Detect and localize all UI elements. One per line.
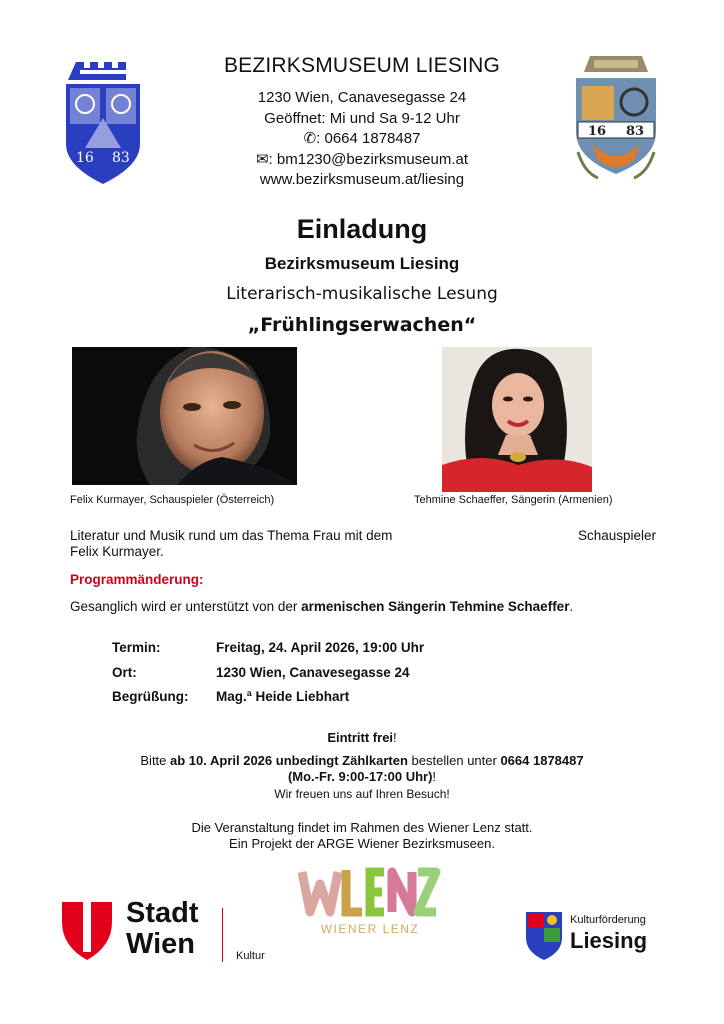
- wiener-lenz-text: WIENER LENZ: [320, 922, 420, 936]
- liesing-text: Liesing: [570, 928, 648, 953]
- header-contact: [160, 88, 564, 191]
- header-address: 1230 Wien, Canavesegasse 24: [257, 89, 467, 106]
- svg-text:16: 16: [588, 124, 607, 139]
- caption-left: Felix Kurmayer, Schauspieler (Österreich): [70, 494, 275, 506]
- invite-type: Literarisch-musikalische Lesung: [226, 284, 498, 304]
- kulturfoerderung-text: Kulturförderung: [570, 914, 646, 926]
- svg-text:16: 16: [76, 150, 94, 166]
- intro-text-b: Schauspieler: [577, 528, 656, 543]
- detail-value-begruessung: Mag.ª Heide Liebhart: [216, 689, 350, 704]
- envelope-icon: ✉: [255, 150, 269, 168]
- liesing-crest-icon: [524, 908, 564, 962]
- ticket-hours-mark: !: [432, 769, 437, 784]
- kultur-label: Kultur: [236, 950, 265, 962]
- support-text: Gesanglich wird er unterstützt von der: [70, 599, 302, 614]
- invite-title: Einladung: [296, 214, 428, 244]
- detail-label-ort: Ort:: [112, 665, 137, 680]
- stadt-word: Stadt: [126, 897, 199, 929]
- ticket-hours-text: (Mo.-Fr. 9:00-17:00 Uhr): [287, 769, 433, 784]
- museum-title: BEZIRKSMUSEUM LIESING: [223, 54, 501, 77]
- free-entry-bold: Eintritt frei: [327, 730, 394, 745]
- free-entry-mark: !: [393, 730, 397, 745]
- header-phone: ✆: 0664 1878487: [303, 130, 421, 147]
- kulturfoerderung-logo: [524, 908, 654, 964]
- left-crest-logo: [62, 58, 144, 188]
- logo-divider: [222, 908, 223, 962]
- intro-text-c: Felix Kurmayer.: [70, 544, 164, 559]
- phone-icon: ✆: [303, 130, 317, 147]
- detail-value-termin: Freitag, 24. April 2026, 19:00 Uhr: [216, 640, 425, 655]
- wien-word: Wien: [126, 928, 196, 960]
- invite-org: Bezirksmuseum Liesing: [264, 254, 460, 273]
- right-crest-logo: [570, 52, 662, 186]
- email-address[interactable]: bm1230@bezirksmuseum.at: [276, 150, 469, 168]
- stadt-wien-wordmark: [126, 898, 199, 960]
- ticket-text-3: bestellen unter: [407, 753, 501, 768]
- ticket-text-1: Bitte: [140, 753, 171, 768]
- intro-text-a: Literatur und Musik rund um das Thema Frau mit dem: [70, 528, 393, 543]
- phone-number: 0664 1878487: [324, 130, 421, 147]
- welcome-text: Wir freuen uns auf Ihren Besuch!: [274, 787, 450, 801]
- intro-paragraph: [70, 528, 656, 560]
- wiener-lenz-logo: [298, 866, 442, 938]
- frame-text-1: Die Veranstaltung findet im Rahmen des Wiener Lenz statt.: [191, 820, 533, 835]
- support-line: [70, 599, 656, 615]
- header-website[interactable]: www.bezirksmuseum.at/liesing: [259, 171, 465, 188]
- lenz-letters-icon: [298, 866, 442, 920]
- ticket-text-2: ab 10. April 2026 unbedingt Zählkarten: [170, 753, 408, 768]
- header-email[interactable]: ✉: bm1230@bezirksmuseum.at: [255, 150, 469, 168]
- ticket-phone: 0664 1878487: [500, 753, 584, 768]
- ticket-hours: [0, 769, 724, 785]
- ticket-line: [0, 753, 724, 769]
- svg-text:83: 83: [112, 150, 130, 166]
- detail-label-begruessung: Begrüßung:: [112, 689, 189, 704]
- svg-text:83: 83: [626, 124, 645, 139]
- free-entry: [0, 730, 724, 746]
- detail-value-ort: 1230 Wien, Canavesegasse 24: [216, 665, 410, 680]
- detail-label-termin: Termin:: [112, 640, 161, 655]
- stadt-wien-shield-icon: [62, 902, 112, 960]
- photo-felix-kurmayer: [72, 347, 297, 485]
- header-hours: Geöffnet: Mi und Sa 9-12 Uhr: [264, 109, 460, 127]
- photo-tehmine-schaeffer: [442, 347, 592, 492]
- program-change-label: Programmänderung:: [70, 572, 204, 587]
- stadt-wien-logo: [62, 897, 277, 970]
- frame-text-2: Ein Projekt der ARGE Wiener Bezirksmuseen.: [229, 836, 495, 851]
- event-title: „Frühlingserwachen“: [247, 314, 477, 336]
- caption-right: Tehmine Schaeffer, Sängerin (Armenien): [414, 494, 613, 506]
- support-bold-text: armenischen Sängerin Tehmine Schaeffer: [301, 599, 570, 614]
- support-period: .: [569, 599, 574, 614]
